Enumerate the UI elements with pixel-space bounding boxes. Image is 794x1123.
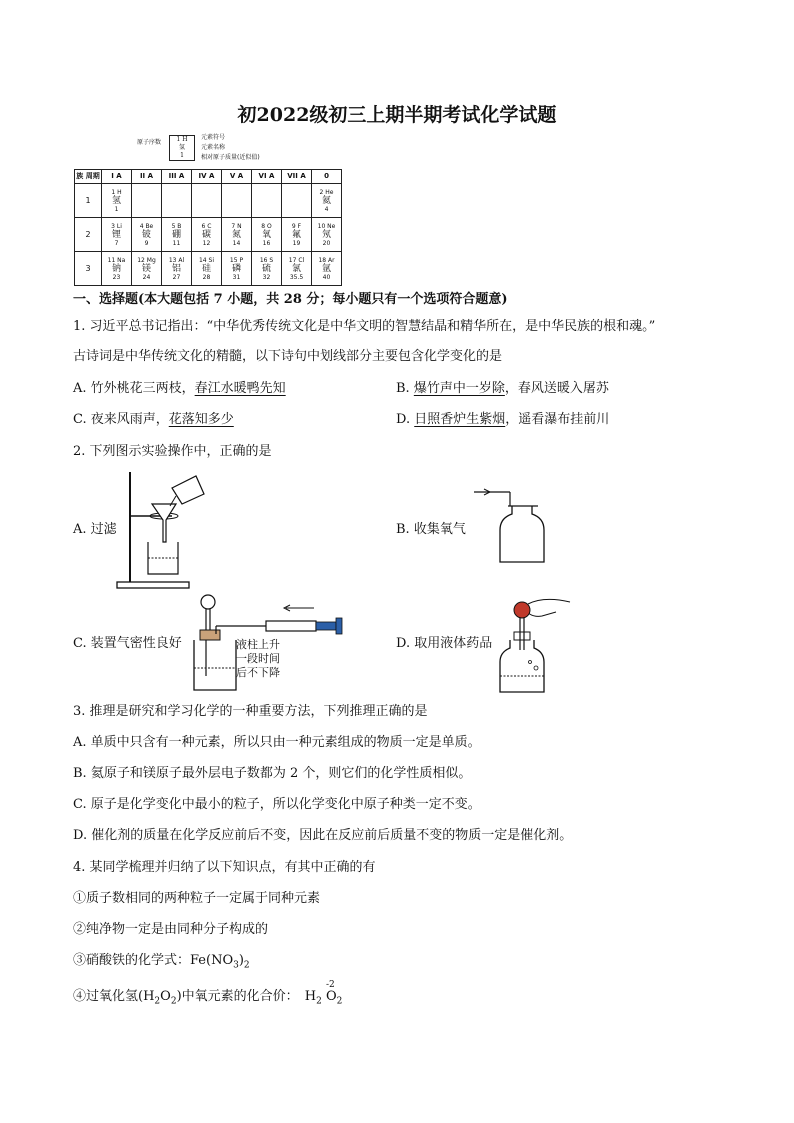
periodic-header-cell: II A	[132, 170, 162, 184]
element-name: 硫	[261, 263, 271, 274]
legend-name: 元素名称	[201, 144, 226, 151]
h2o2-formula: $H_2$ -2 $O_2$	[305, 988, 343, 1011]
q2-option-c: C. 装置气密性良好	[73, 636, 182, 651]
period-number: 1	[75, 184, 102, 218]
element-mass: 11	[172, 239, 181, 247]
element-name: 氢	[111, 195, 121, 206]
element-top: 2 He	[319, 188, 334, 196]
q4-item-4: ④过氧化氢$(H_2O_2)$中氧元素的化合价： $H_2$ -2 $O_2$	[73, 988, 342, 1011]
legend-box-name: 氢	[178, 144, 185, 151]
q3-option-a: A. 单质中只含有一种元素，所以只由一种元素组成的物质一定是单质。	[73, 735, 481, 750]
element-mass: 14	[232, 239, 241, 247]
element-name: 硼	[171, 229, 181, 240]
element-name: 镁	[141, 263, 151, 274]
periodic-header-cell: III A	[162, 170, 192, 184]
element-mass: 9	[144, 239, 149, 247]
q3-option-b: B. 氦原子和镁原子最外层电子数都为 2 个，则它们的化学性质相似。	[73, 766, 472, 781]
element-name: 氦	[321, 195, 331, 206]
q1-option-a: A. 竹外桃花三两枝，春江水暖鸭先知	[73, 381, 286, 396]
page-title: 初2022级初三上期半期考试化学试题	[237, 104, 557, 126]
period-number: 2	[75, 218, 102, 252]
element-top: 15 P	[229, 256, 244, 264]
element-name: 硅	[201, 263, 211, 274]
periodic-header-cell: V A	[222, 170, 252, 184]
element-name: 氯	[291, 263, 301, 274]
periodic-header-cell: 0	[312, 170, 342, 184]
element-cell	[312, 252, 342, 286]
element-cell	[282, 252, 312, 286]
q3-stem: 3. 推理是研究和学习化学的一种重要方法，下列推理正确的是	[73, 704, 428, 719]
periodic-row	[75, 252, 342, 286]
element-cell	[192, 218, 222, 252]
element-cell	[222, 218, 252, 252]
element-mass: 20	[322, 239, 331, 247]
empty-cell	[162, 184, 192, 218]
element-cell	[132, 218, 162, 252]
periodic-table-header	[75, 170, 342, 184]
q1-option-d: D. 日照香炉生紫烟，遥看瀑布挂前川	[396, 412, 610, 427]
q1-option-c: C. 夜来风雨声，花落知多少	[73, 412, 234, 427]
element-top: 5 B	[171, 222, 182, 230]
element-cell	[222, 252, 252, 286]
empty-cell	[252, 184, 282, 218]
gas-collection-diagram	[470, 484, 550, 566]
element-name: 氖	[321, 229, 331, 240]
element-top: 9 F	[291, 222, 302, 230]
element-top: 11 Na	[107, 256, 126, 264]
periodic-row	[75, 184, 342, 218]
empty-cell	[192, 184, 222, 218]
q4-item-3: ③硝酸铁的化学式：$Fe(NO_3)_2$	[73, 953, 250, 971]
element-cell	[102, 184, 132, 218]
element-top: 6 C	[201, 222, 212, 230]
element-top: 16 S	[259, 256, 274, 264]
element-cell	[132, 252, 162, 286]
element-top: 18 Ar	[318, 256, 335, 264]
element-top: 1 H	[111, 188, 122, 196]
element-mass: 24	[142, 273, 151, 281]
element-name: 碳	[201, 229, 211, 240]
element-mass: 23	[112, 273, 121, 281]
q3-option-c: C. 原子是化学变化中最小的粒子，所以化学变化中原子种类一定不变。	[73, 797, 481, 812]
element-cell	[162, 218, 192, 252]
q2-option-b: B. 收集氧气	[396, 522, 466, 537]
element-mass: 32	[262, 273, 271, 281]
q2-option-a: A. 过滤	[73, 522, 117, 537]
periodic-header-cell: 族 周期	[75, 170, 102, 184]
section-heading: 一、选择题(本大题包括 7 小题，共 28 分；每小题只有一个选项符合题意)	[73, 292, 508, 307]
periodic-table	[74, 169, 342, 286]
q1-option-b: B. 爆竹声中一岁除，春风送暖入屠苏	[396, 381, 609, 396]
element-top: 3 Li	[111, 222, 122, 230]
legend-box-mass: 1	[180, 152, 184, 159]
q4-item-1: ①质子数相同的两种粒子一定属于同种元素	[73, 891, 321, 906]
element-name: 氟	[291, 229, 301, 240]
element-mass: 40	[322, 273, 331, 281]
element-cell	[102, 252, 132, 286]
q2-option-d: D. 取用液体药品	[396, 636, 493, 651]
element-top: 7 N	[231, 222, 242, 230]
element-name: 氮	[231, 229, 241, 240]
legend-example-box	[169, 135, 195, 161]
airtightness-note-line1: 液柱上升	[236, 638, 280, 651]
element-name: 氧	[261, 229, 271, 240]
element-name: 锂	[111, 229, 121, 240]
element-top: 10 Ne	[317, 222, 336, 230]
element-mass: 35.5	[289, 273, 304, 281]
element-cell	[312, 184, 342, 218]
element-cell	[162, 252, 192, 286]
element-name: 钠	[111, 263, 121, 274]
element-top: 12 Mg	[137, 256, 156, 264]
airtightness-note	[236, 638, 280, 680]
element-name: 氩	[321, 263, 331, 274]
filtration-diagram	[112, 470, 212, 590]
element-mass: 4	[324, 205, 329, 213]
empty-cell	[282, 184, 312, 218]
periodic-header-cell: I A	[102, 170, 132, 184]
element-cell	[102, 218, 132, 252]
period-number: 3	[75, 252, 102, 286]
airtightness-note-line2: 一段时间	[236, 652, 280, 665]
element-mass: 19	[292, 239, 301, 247]
element-cell	[282, 218, 312, 252]
legend-symbol: 元素符号	[201, 134, 226, 141]
element-cell	[252, 218, 282, 252]
element-top: 17 Cl	[288, 256, 305, 264]
element-top: 14 Si	[198, 256, 215, 264]
element-mass: 31	[232, 273, 241, 281]
empty-cell	[132, 184, 162, 218]
element-mass: 7	[114, 239, 119, 247]
periodic-header-cell: IV A	[192, 170, 222, 184]
element-mass: 12	[202, 239, 211, 247]
element-top: 8 O	[261, 222, 272, 230]
legend-box-symbol: 1 H	[176, 136, 188, 143]
airtightness-note-line3: 后不下降	[236, 666, 280, 679]
element-mass: 16	[262, 239, 271, 247]
element-top: 13 Al	[168, 256, 185, 264]
legend-mass: 相对原子质量(近似值)	[201, 154, 260, 161]
periodic-header-cell: VI A	[252, 170, 282, 184]
element-mass: 1	[114, 205, 119, 213]
element-cell	[312, 218, 342, 252]
valence-label: -2	[326, 980, 335, 990]
element-mass: 28	[202, 273, 211, 281]
q4-item-2: ②纯净物一定是由同种分子构成的	[73, 922, 269, 937]
element-cell	[192, 252, 222, 286]
empty-cell	[222, 184, 252, 218]
legend-atomic-number: 原子序数	[137, 139, 162, 146]
element-top: 4 Be	[139, 222, 154, 230]
q4-stem: 4. 某同学梳理并归纳了以下知识点，有其中正确的有	[73, 860, 376, 875]
element-name: 铍	[141, 229, 151, 240]
periodic-row	[75, 218, 342, 252]
q3-option-d: D. 催化剂的质量在化学反应前后不变，因此在反应前后质量不变的物质一定是催化剂。	[73, 828, 573, 843]
q1-stem-line2: 古诗词是中华传统文化的精髓，以下诗句中划线部分主要包含化学变化的是	[73, 349, 503, 364]
periodic-header-cell: VII A	[282, 170, 312, 184]
element-name: 磷	[231, 263, 241, 274]
q1-stem-line1: 1. 习近平总书记指出：“中华优秀传统文化是中华文明的智慧结晶和精华所在，是中华民族的根和魂。”	[73, 319, 656, 334]
element-name: 铝	[171, 263, 181, 274]
element-mass: 27	[172, 273, 181, 281]
q2-stem: 2. 下列图示实验操作中，正确的是	[73, 444, 272, 459]
element-cell	[252, 252, 282, 286]
